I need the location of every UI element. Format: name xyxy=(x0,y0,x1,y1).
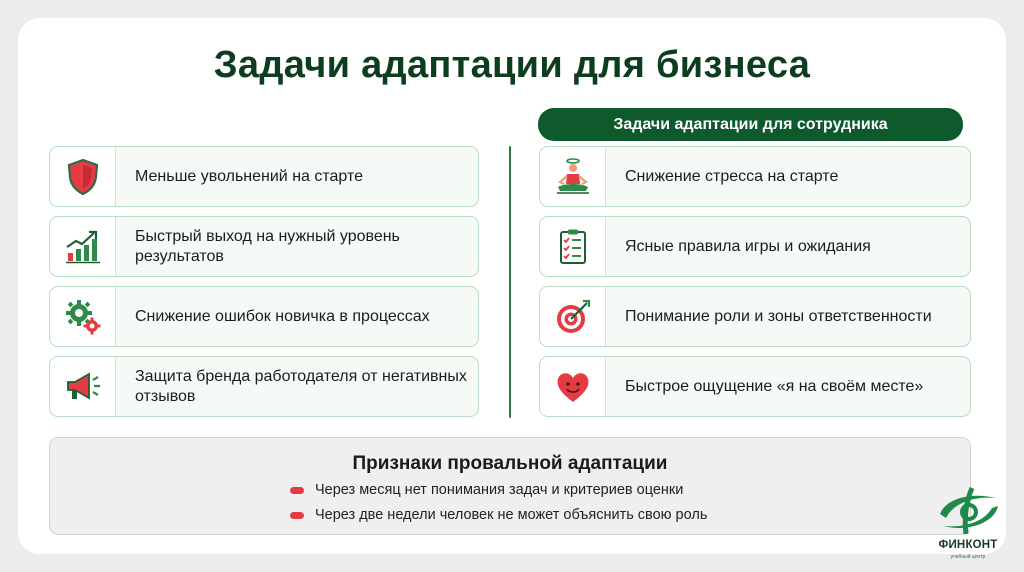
employee-task-label: Понимание роли и зоны ответственности xyxy=(625,307,932,325)
bullet-dot xyxy=(290,487,304,494)
failure-signs-box xyxy=(49,437,971,535)
gears-icon xyxy=(50,287,116,346)
employee-task-label: Снижение стресса на старте xyxy=(625,167,839,185)
failure-sign-item xyxy=(290,507,707,523)
business-task-card xyxy=(49,216,479,277)
business-task-card xyxy=(49,286,479,347)
logo-mark-icon xyxy=(936,484,1002,538)
megaphone-icon xyxy=(50,357,116,416)
bullet-dot xyxy=(290,512,304,519)
business-task-card xyxy=(49,356,479,417)
business-task-label: Меньше увольнений на старте xyxy=(135,167,364,185)
employee-task-card xyxy=(539,286,971,347)
business-task-label: Защита бренда работодателя от негативных отзывов xyxy=(135,367,467,405)
checklist-icon xyxy=(540,217,606,276)
employee-task-label: Быстрое ощущение «я на своём месте» xyxy=(625,377,924,395)
page-title: Задачи адаптации для бизнеса xyxy=(213,44,811,86)
employee-task-card xyxy=(539,146,971,207)
business-task-card xyxy=(49,146,479,207)
failure-sign-item xyxy=(290,482,683,498)
failure-sign-text: Через месяц нет понимания задач и критериев оценки xyxy=(315,482,684,498)
column-divider xyxy=(509,146,511,418)
business-task-label: Быстрый выход на нужный уровень результатов xyxy=(135,227,400,265)
employee-tasks-header: Задачи адаптации для сотрудника xyxy=(538,108,963,141)
target-icon xyxy=(540,287,606,346)
failure-signs-title: Признаки провальной адаптации xyxy=(352,453,668,474)
shield-icon xyxy=(50,147,116,206)
growth-chart-icon xyxy=(50,217,116,276)
company-logo xyxy=(928,484,1008,568)
logo-subtitle: учебный центр xyxy=(950,554,986,560)
employee-task-card xyxy=(539,356,971,417)
business-task-label: Снижение ошибок новичка в процессах xyxy=(135,307,430,325)
meditation-icon xyxy=(540,147,606,206)
employee-task-label: Ясные правила игры и ожидания xyxy=(625,237,871,255)
heart-smile-icon xyxy=(540,357,606,416)
failure-sign-text: Через две недели человек не может объяснить свою роль xyxy=(315,507,708,523)
logo-name: ФИНКОНТ xyxy=(938,539,998,551)
employee-task-card xyxy=(539,216,971,277)
